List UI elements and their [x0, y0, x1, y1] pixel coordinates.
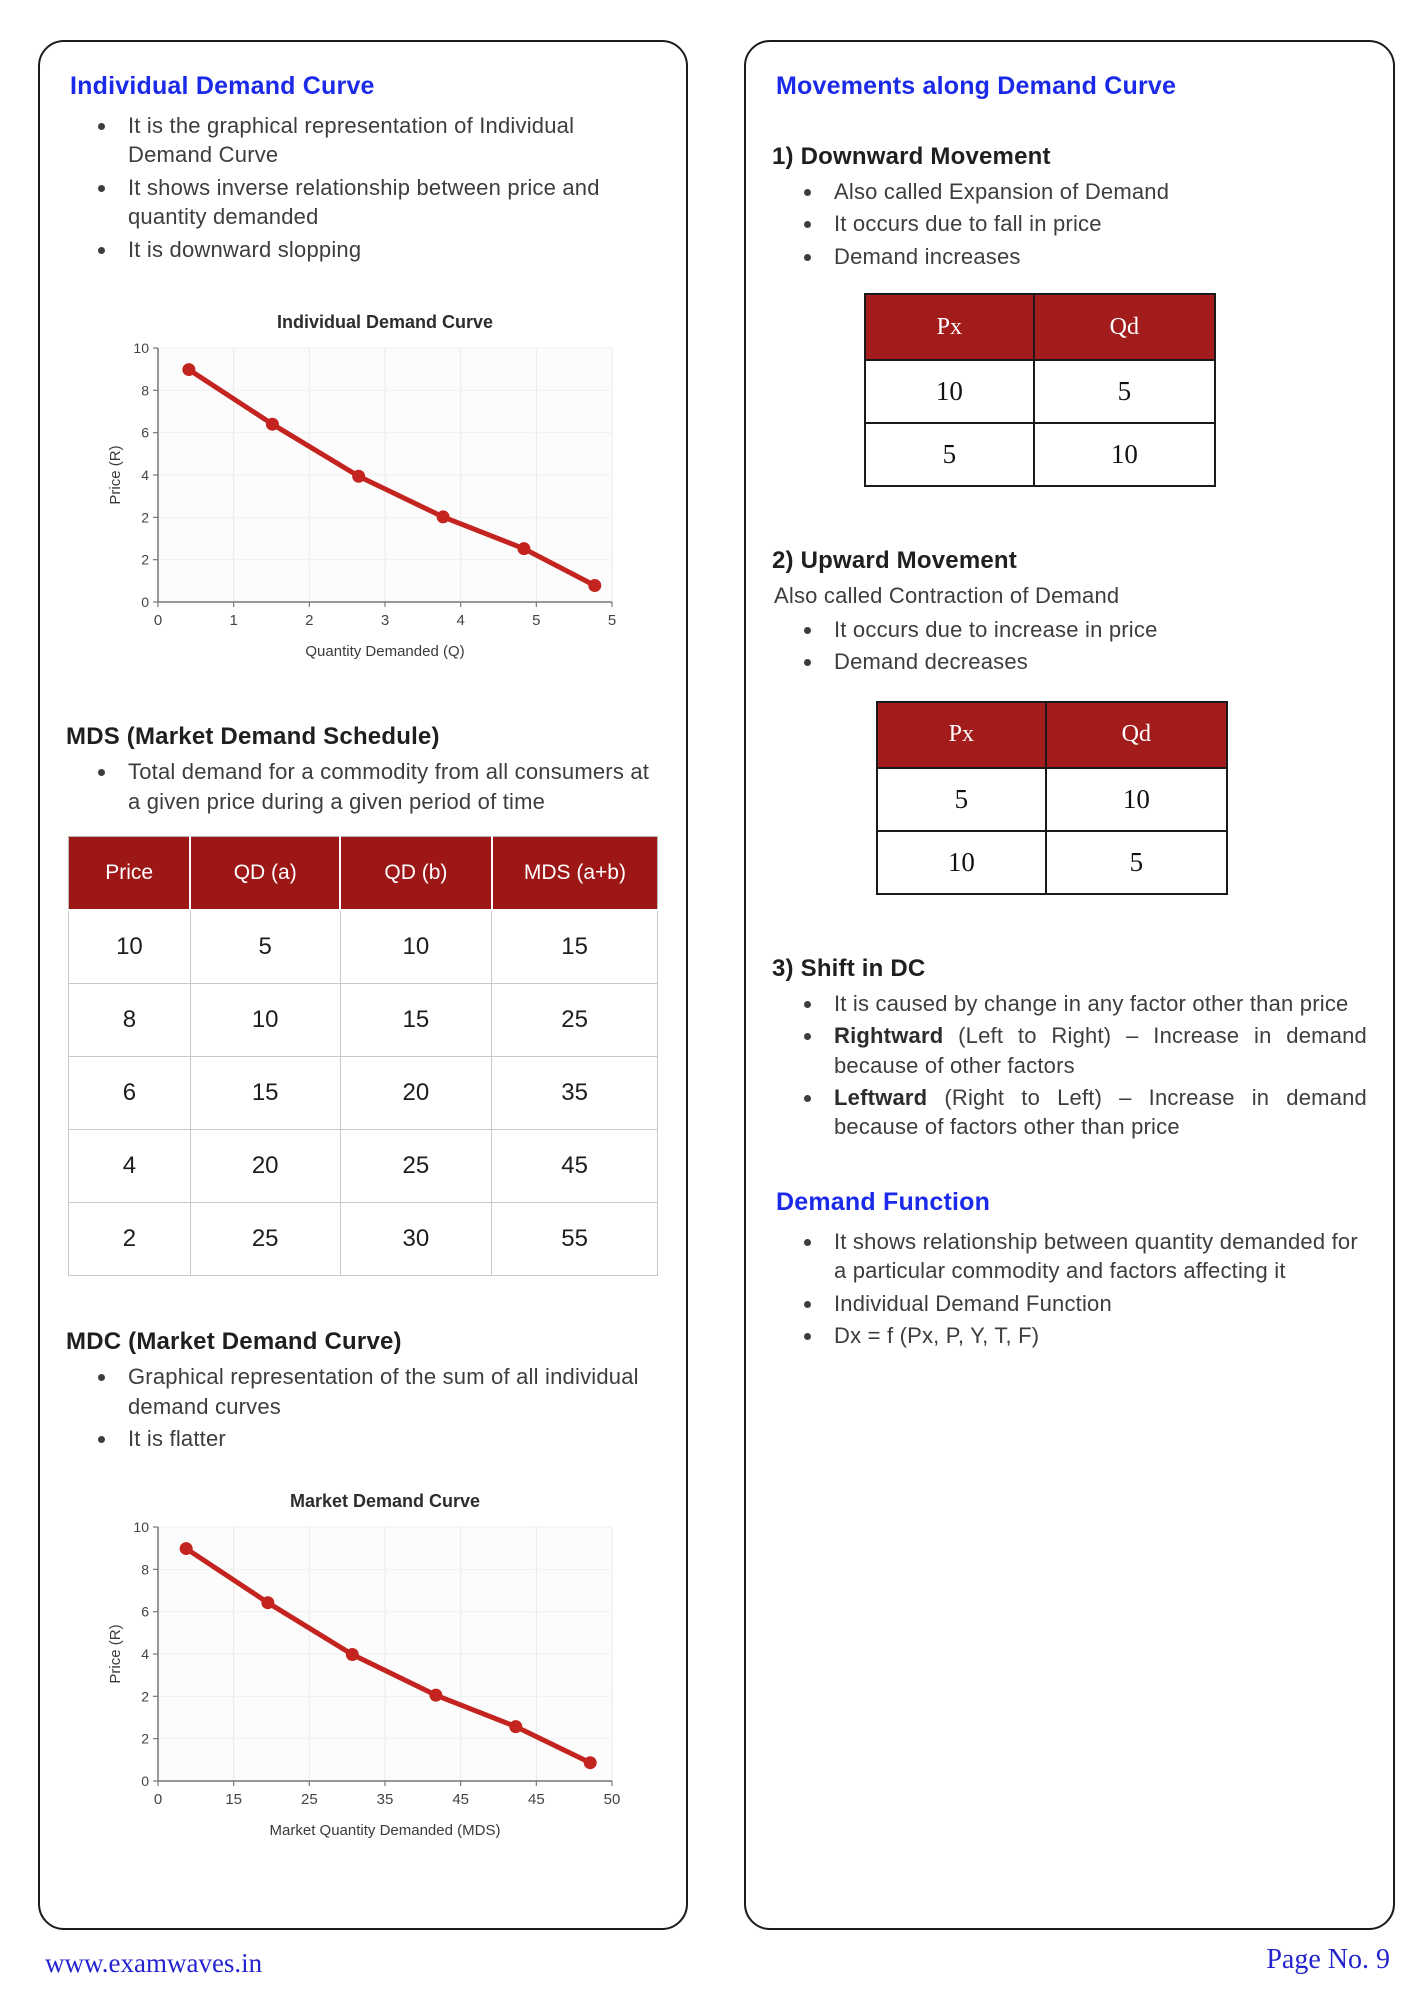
list-item [824, 1083, 1367, 1142]
list-item: • It is downward slopping [118, 235, 660, 264]
bullet-text: (Left to Right) – Increase in demand because of other factors [834, 1023, 1367, 1078]
svg-text:Quantity Demanded (Q): Quantity Demanded (Q) [305, 643, 465, 661]
table-cell: 10 [1046, 768, 1227, 831]
list-item: • It occurs due to fall in price [824, 209, 1367, 238]
individual-demand-chart [106, 308, 626, 669]
table-header-cell: Qd [1034, 294, 1215, 360]
table-cell: 5 [190, 910, 340, 984]
svg-text:45: 45 [527, 1791, 545, 1809]
list-item [824, 1021, 1367, 1080]
upward-movement-bullet-list [772, 615, 1367, 677]
individual-demand-bullet-list [66, 111, 660, 264]
table-header-cell: Px [865, 294, 1034, 360]
svg-text:Price (R): Price (R) [107, 1624, 124, 1685]
table-header-cell: MDS (a+b) [492, 837, 658, 911]
table-row [69, 984, 658, 1057]
svg-text:15: 15 [225, 1791, 243, 1809]
list-item: • Also called Expansion of Demand [824, 177, 1367, 206]
table-row [877, 831, 1227, 894]
left-panel [38, 40, 688, 1930]
svg-text:5: 5 [532, 612, 541, 630]
table-cell: 5 [877, 768, 1046, 831]
table-cell: 25 [190, 1203, 340, 1276]
shift-in-dc-heading: 3) Shift in DC [772, 954, 926, 982]
mdc-bullet-list [66, 1362, 660, 1453]
table-cell: 5 [1046, 831, 1227, 894]
table-cell: 5 [1034, 360, 1215, 423]
mds-bullet-list [66, 757, 660, 816]
table-header-cell: Price [69, 837, 191, 911]
svg-text:0: 0 [153, 1791, 163, 1809]
table-row [865, 423, 1215, 486]
list-item: • It shows inverse relationship between price and quantity demanded [118, 173, 660, 232]
table-cell: 4 [69, 1130, 191, 1203]
svg-text:Individual Demand Curve: Individual Demand Curve [276, 312, 494, 333]
list-item: • Total demand for a commodity from all consumers at a given price during a given period of time [118, 757, 660, 816]
svg-text:25: 25 [300, 1791, 318, 1809]
mdc-heading: MDC (Market Demand Curve) [66, 1328, 402, 1356]
upward-movement-table [876, 701, 1228, 895]
downward-movement-heading: 1) Downward Movement [772, 142, 1051, 170]
svg-text:10: 10 [133, 340, 149, 357]
svg-text:2: 2 [141, 1731, 149, 1748]
table-cell: 15 [492, 910, 658, 984]
svg-text:45: 45 [452, 1791, 470, 1809]
svg-text:5: 5 [607, 612, 617, 630]
svg-text:Market Quantity Demanded (MDS): Market Quantity Demanded (MDS) [269, 1822, 501, 1840]
svg-text:2: 2 [141, 1688, 149, 1705]
demand-function-heading: Demand Function [776, 1187, 991, 1216]
table-header-row [865, 294, 1215, 360]
table-cell: 25 [492, 984, 658, 1057]
upward-movement-heading: 2) Upward Movement [772, 547, 1017, 575]
table-cell: 5 [865, 423, 1034, 486]
table-cell: 6 [69, 1057, 191, 1130]
list-item: • It shows relationship between quantity demanded for a particular commodity and factors affecting it [824, 1227, 1367, 1286]
svg-text:35: 35 [376, 1791, 394, 1809]
bullet-bold-lead: Rightward [834, 1023, 944, 1049]
svg-text:10: 10 [133, 1519, 149, 1536]
footer-page-number: Page No. 9 [1266, 1944, 1390, 1975]
svg-text:Market Demand Curve: Market Demand Curve [289, 1491, 481, 1512]
table-row [69, 910, 658, 984]
svg-text:2: 2 [305, 612, 314, 630]
svg-text:1: 1 [229, 612, 238, 630]
svg-text:2: 2 [141, 509, 149, 526]
svg-text:2: 2 [141, 551, 149, 568]
table-row [69, 1130, 658, 1203]
list-item [824, 989, 1367, 1018]
table-cell: 30 [340, 1203, 492, 1276]
market-demand-chart [106, 1487, 626, 1848]
footer-site-url: www.examwaves.in [45, 1948, 263, 1978]
list-item: • It is flatter [118, 1424, 660, 1453]
svg-text:4: 4 [456, 612, 465, 630]
svg-text:6: 6 [141, 424, 149, 441]
svg-text:4: 4 [141, 467, 149, 484]
table-row [69, 1203, 658, 1276]
svg-text:0: 0 [141, 594, 149, 611]
table-cell: 2 [69, 1203, 191, 1276]
table-cell: 20 [190, 1130, 340, 1203]
table-row [865, 360, 1215, 423]
list-item: • Individual Demand Function [824, 1289, 1367, 1318]
table-header-cell: QD (b) [340, 837, 492, 911]
demand-function-bullet-list [772, 1227, 1367, 1351]
list-item: • It occurs due to increase in price [824, 615, 1367, 644]
table-cell: 45 [492, 1130, 658, 1203]
table-cell: 10 [69, 910, 191, 984]
svg-text:8: 8 [141, 382, 149, 399]
svg-text:Price (R): Price (R) [107, 445, 124, 505]
right-panel [744, 40, 1395, 1930]
svg-text:4: 4 [141, 1646, 149, 1663]
list-item: • It is the graphical representation of Individual Demand Curve [118, 111, 660, 170]
bullet-text: (Right to Left) – Increase in demand because of factors other than price [834, 1084, 1367, 1140]
table-cell: 15 [340, 984, 492, 1057]
svg-text:50: 50 [603, 1791, 621, 1809]
table-row [877, 768, 1227, 831]
table-cell: 15 [190, 1057, 340, 1130]
table-cell: 55 [492, 1203, 658, 1276]
table-cell: 10 [340, 910, 492, 984]
table-header-cell: Qd [1046, 702, 1227, 768]
upward-movement-subtitle: Also called Contraction of Demand [774, 583, 1120, 609]
table-cell: 20 [340, 1057, 492, 1130]
svg-text:6: 6 [141, 1604, 149, 1621]
table-cell: 8 [69, 984, 191, 1057]
movements-heading: Movements along Demand Curve [776, 72, 1177, 100]
table-header-row [877, 702, 1227, 768]
downward-movement-table [864, 293, 1216, 487]
table-header-cell: Px [877, 702, 1046, 768]
table-cell: 10 [1034, 423, 1215, 486]
table-header-row [69, 837, 658, 911]
table-cell: 10 [190, 984, 340, 1057]
list-item: • Graphical representation of the sum of all individual demand curves [118, 1362, 660, 1421]
bullet-bold-lead: Leftward [834, 1084, 928, 1110]
bullet-text: It is caused by change in any factor other than price [834, 990, 1349, 1016]
downward-movement-bullet-list [772, 177, 1367, 271]
table-cell: 10 [865, 360, 1034, 423]
individual-demand-curve-heading: Individual Demand Curve [70, 72, 375, 100]
table-header-cell: QD (a) [190, 837, 340, 911]
mds-table [68, 836, 658, 1276]
table-cell: 35 [492, 1057, 658, 1130]
shift-in-dc-bullet-list [772, 989, 1367, 1142]
list-item: • Demand decreases [824, 647, 1367, 676]
svg-text:0: 0 [153, 612, 163, 630]
svg-text:8: 8 [141, 1561, 149, 1578]
table-row [69, 1057, 658, 1130]
list-item: • Dx = f (Px, P, Y, T, F) [824, 1321, 1367, 1350]
table-cell: 25 [340, 1130, 492, 1203]
list-item: • Demand increases [824, 242, 1367, 271]
table-cell: 10 [877, 831, 1046, 894]
svg-text:0: 0 [141, 1773, 149, 1790]
mds-heading: MDS (Market Demand Schedule) [66, 723, 440, 751]
svg-text:3: 3 [380, 612, 390, 630]
